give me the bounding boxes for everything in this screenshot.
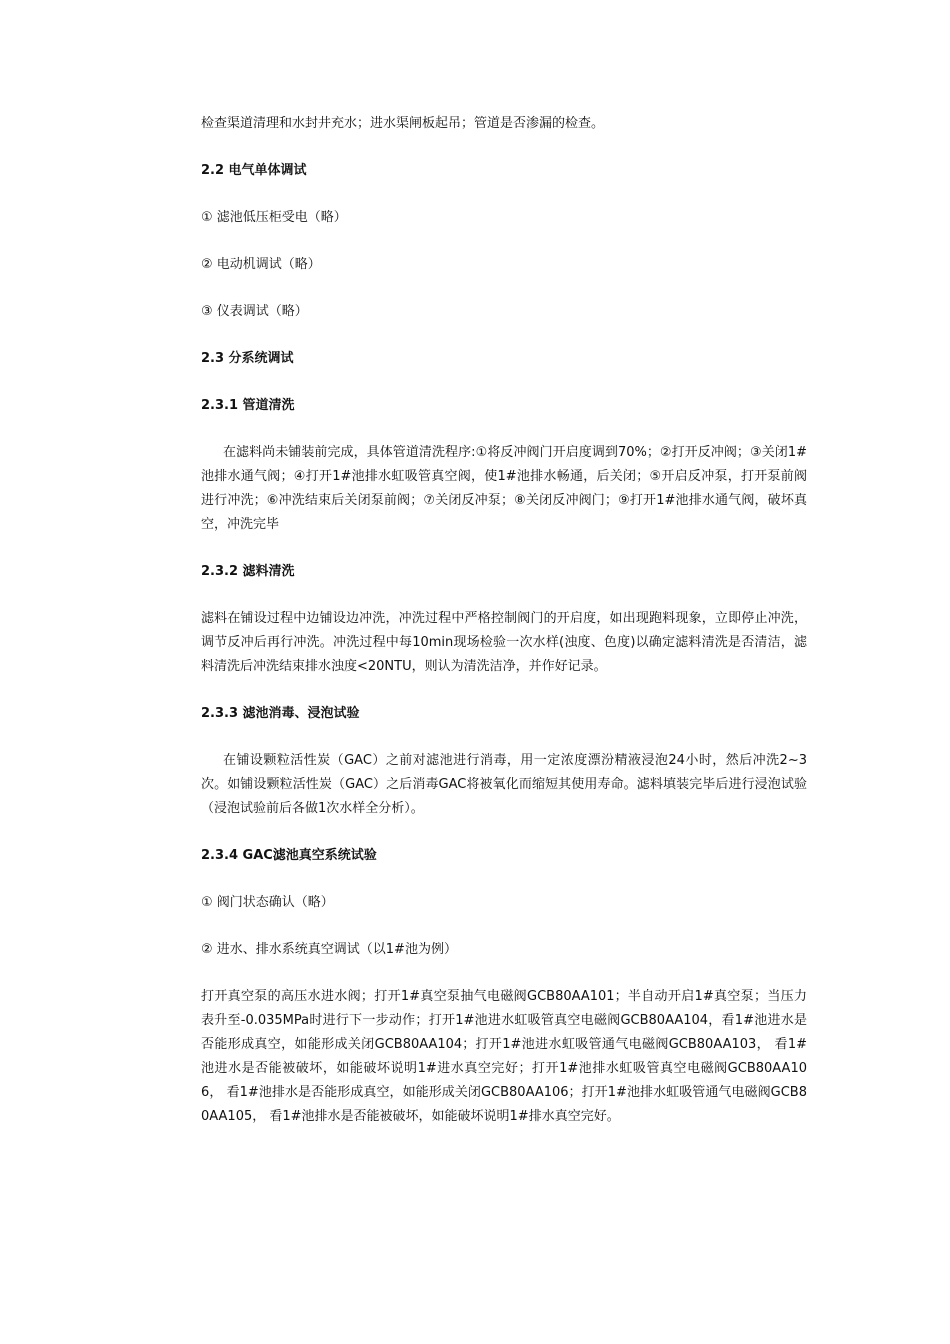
heading-2-3-2: 2.3.2 滤料清洗 [201,564,295,579]
document-page [201,112,807,1129]
list-item-2-3-4-1: ① 阀门状态确认（略） [201,895,334,910]
heading-2-3-3: 2.3.3 滤池消毒、浸泡试验 [201,706,360,721]
heading-2-3-4: 2.3.4 GAC滤池真空系统试验 [201,848,377,863]
heading-2-3: 2.3 分系统调试 [201,351,294,366]
list-item-2-2-2: ② 电动机调试（略） [201,257,321,272]
list-item-2-3-4-2: ② 进水、排水系统真空调试（以1#池为例） [201,942,457,957]
paragraph-2-3-3: 在铺设颗粒活性炭（GAC）之前对滤池进行消毒，用一定浓度漂汾精液浸泡24小时，然后冲洗2~3次。如铺设颗粒活性炭（GAC）之后消毒GAC将被氧化而缩短其使用寿命。滤料填装完毕后进行浸泡试验（浸泡试验前后各做1次水样全分析）。 [201,753,807,816]
paragraph-2-3-4: 打开真空泵的高压水进水阀；打开1#真空泵抽气电磁阀GCB80AA101；半自动开启1#真空泵；当压力表升至-0.035MPa时进行下一步动作；打开1#池进水虹吸管真空电磁阀GCB80AA104，看1#池进水是否能形成真空，如能形成关闭GCB80AA104；打开1#池进水虹吸管通气电磁阀GCB80AA103， 看1#池进水是否能被破坏，如能破坏说明1#进水真空完好；打开1#池排水虹吸管真空电磁阀GCB80AA106， 看1#池排水是否能形成真空，如能形成关闭GCB80AA106；打开1#池排水虹吸管通气电磁阀GCB80AA105， 看1#池排水是否能被破坏，如能破坏说明1#排水真空完好。 [201,989,807,1124]
heading-2-3-1: 2.3.1 管道清洗 [201,398,295,413]
intro-paragraph: 检查渠道清理和水封井充水；进水渠闸板起吊；管道是否渗漏的检查。 [201,116,605,131]
paragraph-2-3-1: 在滤料尚未铺装前完成，具体管道清洗程序:①将反冲阀门开启度调到70%；②打开反冲阀；③关闭1#池排水通气阀；④打开1#池排水虹吸管真空阀，使1#池排水畅通，后关闭；⑤开启反冲泵，打开泵前阀进行冲洗；⑥冲洗结束后关闭泵前阀；⑦关闭反冲泵；⑧关闭反冲阀门；⑨打开1#池排水通气阀，破坏真空，冲洗完毕 [201,445,807,532]
list-item-2-2-3: ③ 仪表调试（略） [201,304,308,319]
paragraph-2-3-2: 滤料在铺设过程中边铺设边冲洗，冲洗过程中严格控制阀门的开启度，如出现跑料现象，立即停止冲洗，调节反冲后再行冲洗。冲洗过程中每10min现场检验一次水样(浊度、色度)以确定滤料清洗是否清洁，滤料清洗后冲洗结束排水浊度<20NTU，则认为清洗洁净，并作好记录。 [201,611,807,674]
heading-2-2: 2.2 电气单体调试 [201,163,307,178]
list-item-2-2-1: ① 滤池低压柜受电（略） [201,210,347,225]
